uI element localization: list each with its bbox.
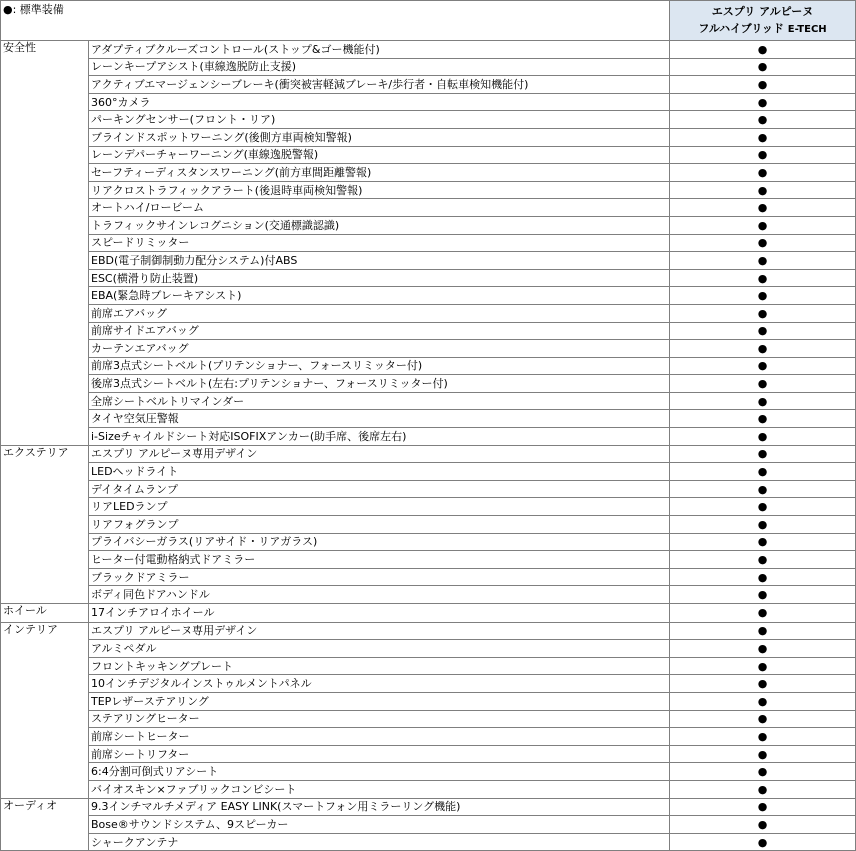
- grade-powertrain: フルハイブリッド: [698, 22, 784, 35]
- table-row: [1, 181, 856, 199]
- category-cell: ホイール: [1, 604, 89, 623]
- table-row: [1, 93, 856, 111]
- table-row: [1, 516, 856, 534]
- table-row: [1, 498, 856, 516]
- table-row: [1, 164, 856, 182]
- table-row: [1, 357, 856, 375]
- standard-mark-cell: ●: [670, 287, 856, 305]
- table-row: [1, 234, 856, 252]
- standard-mark-cell: ●: [670, 622, 856, 640]
- table-row: [1, 586, 856, 604]
- standard-mark-cell: ●: [670, 111, 856, 129]
- standard-mark-cell: ●: [670, 463, 856, 481]
- feature-name: ブラインドスポットワーニング(後側方車両検知警報): [89, 128, 670, 146]
- feature-name: EBD(電子制御制動力配分システム)付ABS: [89, 252, 670, 270]
- feature-name: リアフォグランプ: [89, 516, 670, 534]
- standard-mark-cell: ●: [670, 710, 856, 728]
- standard-mark-cell: ●: [670, 604, 856, 623]
- feature-name: ヒーター付電動格納式ドアミラー: [89, 551, 670, 569]
- grade-powertrain-suffix: E-TECH: [787, 24, 827, 35]
- feature-name: i-Sizeチャイルドシート対応ISOFIXアンカー(助手席、後席左右): [89, 428, 670, 446]
- feature-name: 全席シートベルトリマインダー: [89, 392, 670, 410]
- standard-mark-cell: ●: [670, 816, 856, 834]
- standard-mark-cell: ●: [670, 216, 856, 234]
- standard-mark-cell: ●: [670, 375, 856, 393]
- standard-mark-cell: ●: [670, 745, 856, 763]
- table-row: [1, 58, 856, 76]
- feature-name: トラフィックサインレコグニション(交通標識認識): [89, 216, 670, 234]
- standard-mark-cell: ●: [670, 516, 856, 534]
- table-row: [1, 340, 856, 358]
- feature-name: ステアリングヒーター: [89, 710, 670, 728]
- standard-mark-cell: ●: [670, 93, 856, 111]
- feature-name: タイヤ空気圧警報: [89, 410, 670, 428]
- table-row: [1, 128, 856, 146]
- table-row: [1, 410, 856, 428]
- feature-name: 17インチアロイホイール: [89, 604, 670, 623]
- table-row: [1, 76, 856, 94]
- standard-mark-cell: ●: [670, 445, 856, 463]
- standard-mark-cell: ●: [670, 428, 856, 446]
- feature-name: EBA(緊急時ブレーキアシスト): [89, 287, 670, 305]
- table-row: [1, 480, 856, 498]
- feature-name: TEPレザーステアリング: [89, 692, 670, 710]
- standard-mark-cell: ●: [670, 128, 856, 146]
- feature-name: Bose®サウンドシステム、9スピーカー: [89, 816, 670, 834]
- standard-mark-cell: ●: [670, 568, 856, 586]
- table-row: [1, 533, 856, 551]
- standard-mark-cell: ●: [670, 798, 856, 816]
- table-row: [1, 816, 856, 834]
- table-row: [1, 604, 856, 623]
- table-row: [1, 428, 856, 446]
- feature-name: アルミペダル: [89, 640, 670, 658]
- table-row: [1, 551, 856, 569]
- feature-name: フロントキッキングプレート: [89, 657, 670, 675]
- feature-name: 前席シートリフター: [89, 745, 670, 763]
- standard-mark-cell: ●: [670, 304, 856, 322]
- standard-mark-cell: ●: [670, 392, 856, 410]
- table-row: [1, 392, 856, 410]
- standard-mark-cell: ●: [670, 640, 856, 658]
- feature-name: パーキングセンサー(フロント・リア): [89, 111, 670, 129]
- table-row: [1, 216, 856, 234]
- feature-name: 6:4分割可倒式リアシート: [89, 763, 670, 781]
- standard-mark-cell: ●: [670, 692, 856, 710]
- feature-name: 前席シートヒーター: [89, 728, 670, 746]
- legend-cell: ●: 標準装備: [1, 1, 670, 41]
- feature-name: プライバシーガラス(リアサイド・リアガラス): [89, 533, 670, 551]
- standard-mark-cell: ●: [670, 410, 856, 428]
- standard-mark-cell: ●: [670, 498, 856, 516]
- feature-name: アクティブエマージェンシーブレーキ(衝突被害軽減ブレーキ/歩行者・自転車検知機能付): [89, 76, 670, 94]
- table-row: [1, 304, 856, 322]
- feature-name: ブラックドアミラー: [89, 568, 670, 586]
- standard-mark-cell: ●: [670, 322, 856, 340]
- feature-name: セーフティーディスタンスワーニング(前方車間距離警報): [89, 164, 670, 182]
- standard-mark-cell: ●: [670, 675, 856, 693]
- grade-name-line2: [672, 20, 853, 38]
- standard-mark-cell: ●: [670, 58, 856, 76]
- standard-mark-cell: ●: [670, 586, 856, 604]
- standard-mark-cell: ●: [670, 340, 856, 358]
- table-row: [1, 445, 856, 463]
- feature-name: 9.3インチマルチメディア EASY LINK(スマートフォン用ミラーリング機能): [89, 798, 670, 816]
- standard-mark-cell: ●: [670, 763, 856, 781]
- feature-name: シャークアンテナ: [89, 833, 670, 851]
- standard-mark-cell: ●: [670, 252, 856, 270]
- standard-mark-cell: ●: [670, 357, 856, 375]
- table-row: [1, 269, 856, 287]
- feature-name: リアクロストラフィックアラート(後退時車両検知警報): [89, 181, 670, 199]
- table-row: [1, 798, 856, 816]
- standard-mark-cell: ●: [670, 181, 856, 199]
- feature-name: レーンデパーチャーワーニング(車線逸脱警報): [89, 146, 670, 164]
- category-cell: エクステリア: [1, 445, 89, 603]
- table-row: [1, 780, 856, 798]
- table-row: [1, 463, 856, 481]
- table-row: [1, 287, 856, 305]
- table-row: [1, 833, 856, 851]
- table-row: [1, 710, 856, 728]
- standard-mark-cell: ●: [670, 199, 856, 217]
- table-row: [1, 745, 856, 763]
- standard-mark-cell: ●: [670, 164, 856, 182]
- standard-mark-cell: ●: [670, 833, 856, 851]
- table-row: [1, 111, 856, 129]
- feature-name: デイタイムランプ: [89, 480, 670, 498]
- feature-name: ボディ同色ドアハンドル: [89, 586, 670, 604]
- standard-mark-cell: ●: [670, 76, 856, 94]
- feature-name: アダプティブクルーズコントロール(ストップ&ゴー機能付): [89, 41, 670, 59]
- table-row: [1, 146, 856, 164]
- standard-mark-cell: ●: [670, 234, 856, 252]
- feature-name: レーンキープアシスト(車線逸脱防止支援): [89, 58, 670, 76]
- feature-name: バイオスキン×ファブリックコンビシート: [89, 780, 670, 798]
- grade-header: [670, 1, 856, 41]
- table-row: [1, 763, 856, 781]
- standard-mark-cell: ●: [670, 269, 856, 287]
- feature-name: リアLEDランプ: [89, 498, 670, 516]
- table-row: [1, 568, 856, 586]
- table-row: [1, 252, 856, 270]
- table-row: [1, 728, 856, 746]
- feature-name: 前席3点式シートベルト(プリテンショナー、フォースリミッター付): [89, 357, 670, 375]
- table-row: [1, 675, 856, 693]
- standard-mark-cell: ●: [670, 728, 856, 746]
- feature-name: スピードリミッター: [89, 234, 670, 252]
- feature-name: カーテンエアバッグ: [89, 340, 670, 358]
- table-row: [1, 41, 856, 59]
- feature-name: エスプリ アルピーヌ専用デザイン: [89, 445, 670, 463]
- standard-mark-cell: ●: [670, 551, 856, 569]
- feature-name: 10インチデジタルインストゥルメントパネル: [89, 675, 670, 693]
- table-row: [1, 640, 856, 658]
- standard-mark-cell: ●: [670, 480, 856, 498]
- feature-name: 360°カメラ: [89, 93, 670, 111]
- standard-mark-cell: ●: [670, 41, 856, 59]
- feature-name: ESC(横滑り防止装置): [89, 269, 670, 287]
- table-row: [1, 692, 856, 710]
- table-row: [1, 322, 856, 340]
- grade-name-line1: エスプリ アルピーヌ: [711, 5, 814, 18]
- feature-name: エスプリ アルピーヌ専用デザイン: [89, 622, 670, 640]
- standard-mark-cell: ●: [670, 657, 856, 675]
- equipment-table-body: [1, 1, 856, 851]
- standard-mark-cell: ●: [670, 146, 856, 164]
- header-row: [1, 1, 856, 41]
- category-cell: インテリア: [1, 622, 89, 798]
- feature-name: LEDヘッドライト: [89, 463, 670, 481]
- table-row: [1, 375, 856, 393]
- feature-name: 前席エアバッグ: [89, 304, 670, 322]
- table-row: [1, 622, 856, 640]
- table-row: [1, 657, 856, 675]
- table-row: [1, 199, 856, 217]
- standard-mark-cell: ●: [670, 533, 856, 551]
- standard-mark-cell: ●: [670, 780, 856, 798]
- feature-name: オートハイ/ロービーム: [89, 199, 670, 217]
- category-cell: 安全性: [1, 41, 89, 446]
- feature-name: 前席サイドエアバッグ: [89, 322, 670, 340]
- category-cell: オーディオ: [1, 798, 89, 851]
- feature-name: 後席3点式シートベルト(左右:プリテンショナー、フォースリミッター付): [89, 375, 670, 393]
